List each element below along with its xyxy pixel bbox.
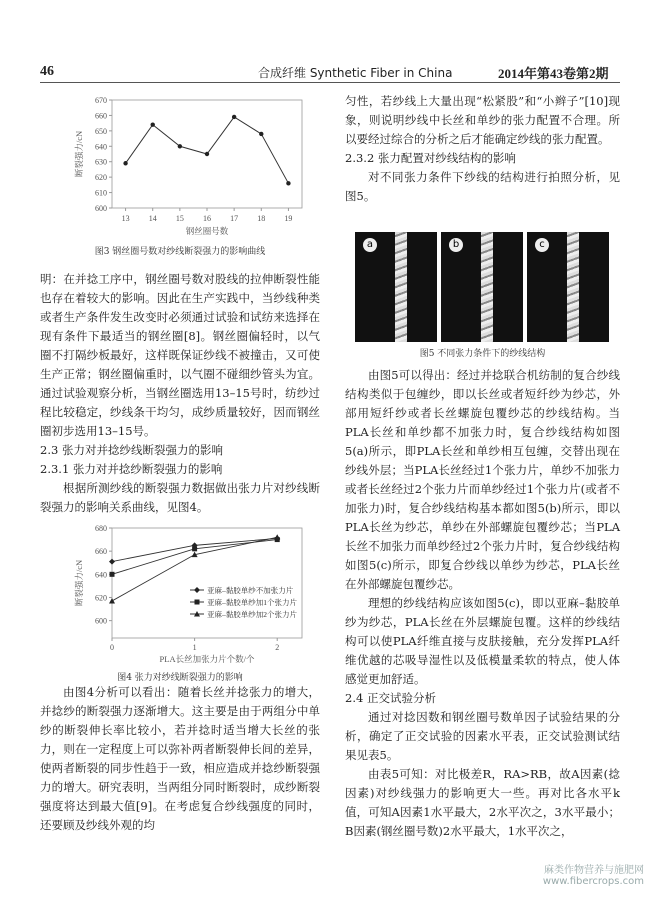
photo-c (527, 232, 609, 342)
fig3-series-line (126, 117, 289, 183)
fig5-caption: 图5 不同张力条件下的纱线结构 (419, 349, 546, 359)
photo-b-label: b (449, 238, 463, 252)
fig3-ytick-label: 600 (95, 204, 107, 213)
fig3-data-point (232, 115, 236, 119)
section-2-3-heading: 2.3 张力对并捻纱线断裂强力的影响 (40, 443, 223, 457)
fig4-data-point (109, 598, 115, 604)
watermark-line-1: 麻类作物营养与施肥网 (544, 865, 644, 876)
fig3-data-point (178, 144, 182, 148)
fig4-data-point (110, 572, 115, 577)
fig4-xtick-label: 1 (192, 643, 197, 652)
fig3-ytick-label: 660 (95, 111, 107, 121)
left-column-bottom (40, 683, 320, 835)
right-paragraph-6: 由表5可知：对比极差R，RA>RB，故A因素(捻因素)对纱线强力的影响更大一些。再对比各水平k值，可知A因素1水平最大，2水平次之，3水平最小；B因素(钢丝圈号数)2水平最大，1水平次之， (345, 767, 620, 838)
fig4-ytick-label: 600 (95, 616, 107, 626)
fig3-ytick-label: 630 (95, 157, 107, 167)
figure-5 (355, 232, 610, 360)
fig4-ytick-label: 680 (95, 524, 107, 533)
section-2-3-2-heading: 2.3.2 张力配置对纱线结构的影响 (345, 151, 516, 165)
fig3-data-point (259, 132, 263, 136)
yarn-a (395, 232, 407, 342)
fig3-data-point (286, 181, 290, 185)
fig4-data-point (192, 546, 197, 551)
fig3-ylabel: 断裂强力/cN (74, 130, 84, 178)
photo-b (441, 232, 523, 342)
fig3-xtick-label: 18 (257, 214, 266, 223)
fig3-xtick-label: 16 (203, 214, 211, 223)
fig3-xtick-label: 13 (121, 214, 130, 223)
fig3-xtick-label: 17 (230, 214, 239, 223)
fig3-xtick-label: 19 (284, 214, 293, 223)
fig3-ytick-label: 670 (95, 96, 107, 105)
fig3-caption: 图3 钢丝圈号数对纱线断裂强力的影响曲线 (94, 247, 266, 257)
issue-info: 2014年第43卷第2期 (498, 66, 609, 81)
fig4-ytick-label: 620 (95, 593, 107, 603)
right-paragraph-5: 通过对捻因数和钢丝圈号数单因子试验结果的分析，确定了正交试验的因素水平表，正交试验测试结果见表5。 (345, 710, 620, 762)
fig3-xtick-label: 14 (148, 214, 157, 223)
journal-title: 合成纤维 Synthetic Fiber in China (258, 66, 453, 80)
fig3-ytick-label: 640 (95, 142, 107, 152)
fig4-ylabel: 断裂强力/cN (74, 559, 84, 607)
section-2-3-1-heading: 2.3.1 张力对并捻纱断裂强力的影响 (40, 462, 223, 476)
fig4-ytick-label: 660 (95, 547, 107, 557)
photo-c-label: c (535, 238, 549, 252)
fig3-data-point (123, 161, 127, 165)
photo-a (355, 232, 437, 342)
header-rule (40, 82, 620, 83)
fig4-data-point (109, 559, 115, 565)
watermark (543, 861, 644, 887)
right-paragraph-3: 由图5可以得出：经过并捻联合机纺制的复合纱线结构类似于包缠纱，即以长丝或者短纤纱为纱芯，外部用短纤纱或者长丝螺旋包覆纱芯的纱线结构。当PLA长丝和单纱都不加张力时，复合纱线结构如图5(a)所示，即PLA长丝和单纱相互包缠，交替出现在纱线外层；当PLA长丝经过1个张力片，单纱不加张力或者长丝经过2个张力片而单纱经过1个张力片(或者不加张力)时，复合纱线结构基本都如图5(b)所示，即以PLA长丝为纱芯，单纱在外部螺旋包覆纱芯；当PLA长丝不加张力而单纱经过2个张力片时，复合纱线结构如图5(c)所示，即复合纱线以单纱为纱芯，PLA长丝在外部螺旋包覆纱芯。 (345, 368, 620, 591)
photo-a-label: a (363, 238, 377, 252)
figure-3 (40, 88, 320, 260)
fig3-data-point (205, 152, 209, 156)
right-paragraph-2: 对不同张力条件下纱线的结构进行拍照分析，见图5。 (345, 170, 620, 203)
right-column-top (345, 92, 620, 206)
right-paragraph-1: 匀性，若纱线上大量出现“松紧股”和“小辫子”[10]现象，则说明纱线中长丝和单纱的张力配置不合理。所以要经过综合的分析之后才能确定纱线的张力配置。 (345, 94, 620, 146)
fig3-ytick-label: 610 (95, 188, 107, 198)
fig4-ytick-label: 640 (95, 570, 107, 580)
fig4-xtick-label: 0 (110, 643, 114, 652)
right-column-bottom (345, 366, 620, 841)
yarn-c (567, 232, 579, 342)
fig3-ytick-label: 650 (95, 126, 107, 136)
figure-4 (40, 520, 320, 683)
section-2-4-heading: 2.4 正交试验分析 (345, 691, 436, 705)
right-paragraph-4: 理想的纱线结构应该如图5(c)，即以亚麻–黏胶单纱为纱芯，PLA长丝在外层螺旋包覆。这样的纱线结构可以使PLA纤维直接与皮肤接触，充分发挥PLA纤维优越的芯吸导湿性以及低模量柔软的特点，使人体感觉更加舒适。 (345, 596, 620, 686)
watermark-line-2: www.fibercrops.com (542, 876, 644, 887)
fig4-legend-label: 亚麻–黏胶单纱加1个张力片 (207, 598, 297, 607)
fig4-chart (40, 520, 320, 666)
left-column-top (40, 270, 320, 517)
fig3-xlabel: 钢丝圈号数 (185, 226, 229, 236)
fig4-data-point (274, 534, 280, 540)
fig4-legend-label: 亚麻–黏胶单纱加2个张力片 (207, 610, 297, 619)
page-header (0, 0, 662, 86)
page-number: 46 (40, 64, 54, 79)
fig3-data-point (151, 122, 155, 126)
fig4-legend-label: 亚麻–黏胶单纱不加张力片 (207, 586, 294, 595)
fig3-ytick-label: 620 (95, 173, 107, 183)
fig3-chart (40, 88, 320, 240)
fig3-xtick-label: 15 (175, 214, 184, 223)
fig4-legend-marker (195, 600, 200, 605)
left-paragraph-3: 由图4分析可以看出：随着长丝并捻张力的增大，并捻纱的断裂强力逐渐增大。这主要是由于两组分中单纱的断裂伸长率比较小，若并捻时适当增大长丝的张力，则在一定程度上可以弥补两者断裂伸长间的差异，使两者断裂的同步性趋于一致，相应造成并捻纱断裂强力的增大。研究表明，当两组分同时断裂时，成纱断裂强度将达到最大值[9]。在考虑复合纱线强度的同时，还要顾及纱线外观的均 (40, 685, 320, 832)
fig4-xtick-label: 2 (275, 643, 280, 652)
fig4-legend-marker (194, 587, 200, 593)
left-paragraph-2: 根据所测纱线的断裂强力数据做出张力片对纱线断裂强力的影响关系曲线，见图4。 (40, 481, 320, 514)
yarn-b (481, 232, 493, 342)
left-paragraph-1: 明：在并捻工序中，钢丝圈号数对股线的拉伸断裂性能也存在着较大的影响。因此在生产实践中，当纱线种类或者生产条件发生改变时必须通过试验和试纺来选择在现有条件下最适当的钢丝圈[8]。钢丝圈偏轻时，以气圈不打隔纱板最好，这样既保证纱线不被撞击，又可使生产正常；钢丝圈偏重时，以气圈不碰细纱管头为宜。通过试验观察分析，当钢丝圈选用13–15号时，纺纱过程比较稳定，纱线条干均匀，成纱质量较好，因而钢丝圈初步选用13–15号。 (40, 272, 320, 438)
fig4-caption: 图4 张力对纱线断裂强力的影响 (117, 673, 243, 683)
fig4-xlabel: PLA长丝加张力片个数/个 (159, 654, 255, 664)
